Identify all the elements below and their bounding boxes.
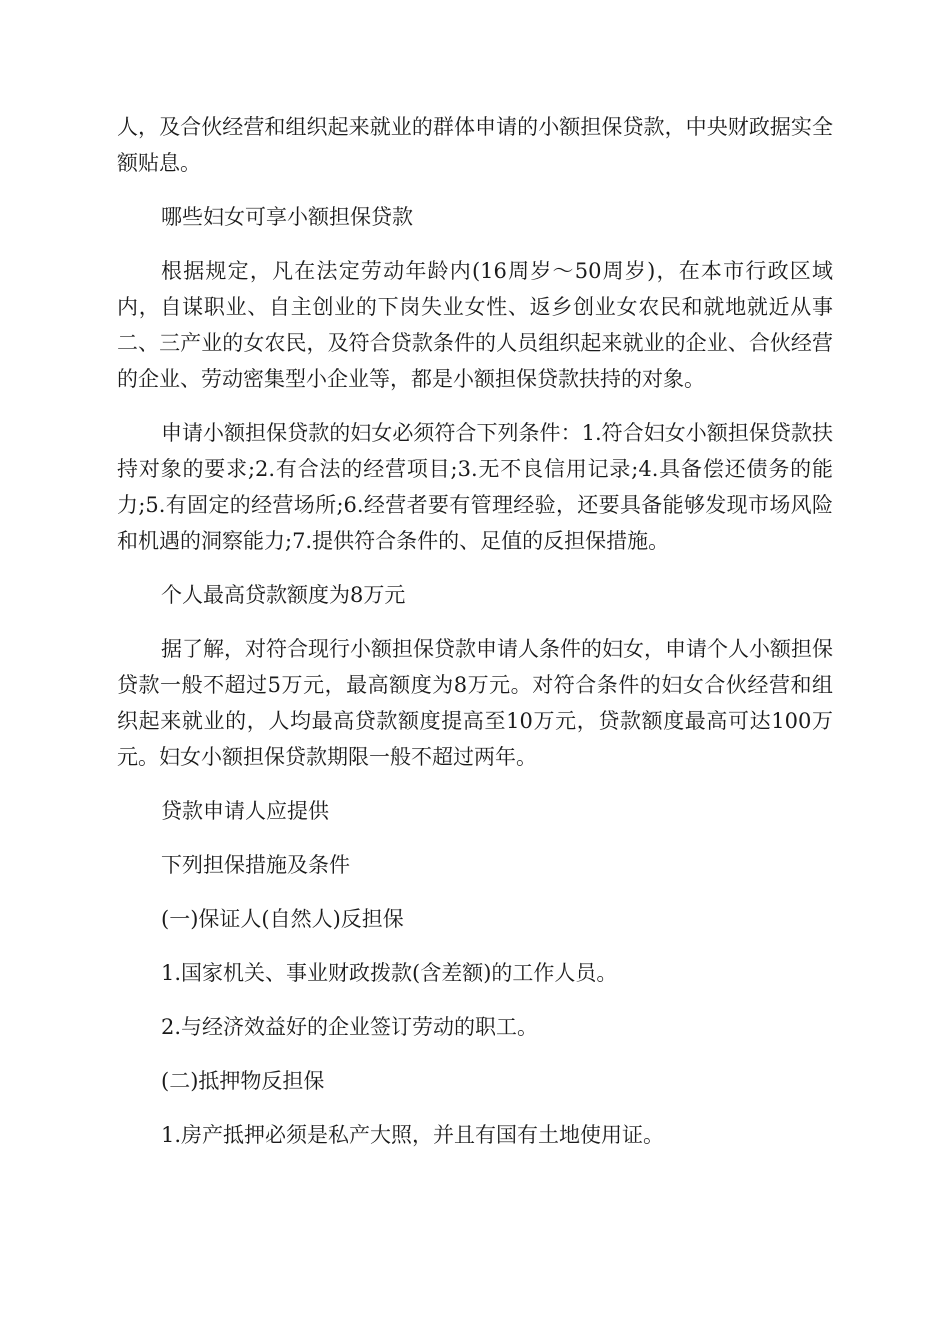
paragraph-loan-amount-details: 据了解，对符合现行小额担保贷款申请人条件的妇女，申请个人小额担保贷款一般不超过5万元，最高额度为8万元。对符合条件的妇女合伙经营和组织起来就业的，人均最高贷款额度提高至10万元，贷款额度最高可达100万元。妇女小额担保贷款期限一般不超过两年。 bbox=[117, 637, 833, 769]
list-item-property-mortgage: 1.房产抵押必须是私产大照，并且有国有土地使用证。 bbox=[161, 1123, 665, 1147]
heading-guarantee-measures: 下列担保措施及条件 bbox=[161, 853, 350, 877]
paragraph-eligibility-rules: 根据规定，凡在法定劳动年龄内(16周岁～50周岁)，在本市行政区域内，自谋职业、自主创业的下岗失业女性、返乡创业女农民和就地就近从事二、三产业的女农民，及符合贷款条件的人员组织起来就业的企业、合伙经营的企业、劳动密集型小企业等，都是小额担保贷款扶持的对象。 bbox=[117, 259, 833, 391]
heading-guarantor-counter-guarantee: (一)保证人(自然人)反担保 bbox=[161, 907, 404, 931]
heading-applicant-should-provide: 贷款申请人应提供 bbox=[161, 799, 329, 823]
paragraph-intro-continuation: 人，及合伙经营和组织起来就业的群体申请的小额担保贷款，中央财政据实全额贴息。 bbox=[117, 115, 833, 175]
document-body bbox=[117, 109, 833, 1153]
list-item-enterprise-employees: 2.与经济效益好的企业签订劳动的职工。 bbox=[161, 1015, 539, 1039]
paragraph-application-conditions: 申请小额担保贷款的妇女必须符合下列条件：1.符合妇女小额担保贷款扶持对象的要求;2.有合法的经营项目;3.无不良信用记录;4.具备偿还债务的能力;5.有固定的经营场所;6.经营者要有管理经验，还要具备能够发现市场风险和机遇的洞察能力;7.提供符合条件的、足值的反担保措施。 bbox=[117, 421, 833, 553]
list-item-government-staff: 1.国家机关、事业财政拨款(含差额)的工作人员。 bbox=[161, 961, 618, 985]
heading-collateral-counter-guarantee: (二)抵押物反担保 bbox=[161, 1069, 325, 1093]
heading-eligible-women: 哪些妇女可享小额担保贷款 bbox=[161, 205, 413, 229]
heading-max-loan-amount: 个人最高贷款额度为8万元 bbox=[161, 583, 406, 607]
